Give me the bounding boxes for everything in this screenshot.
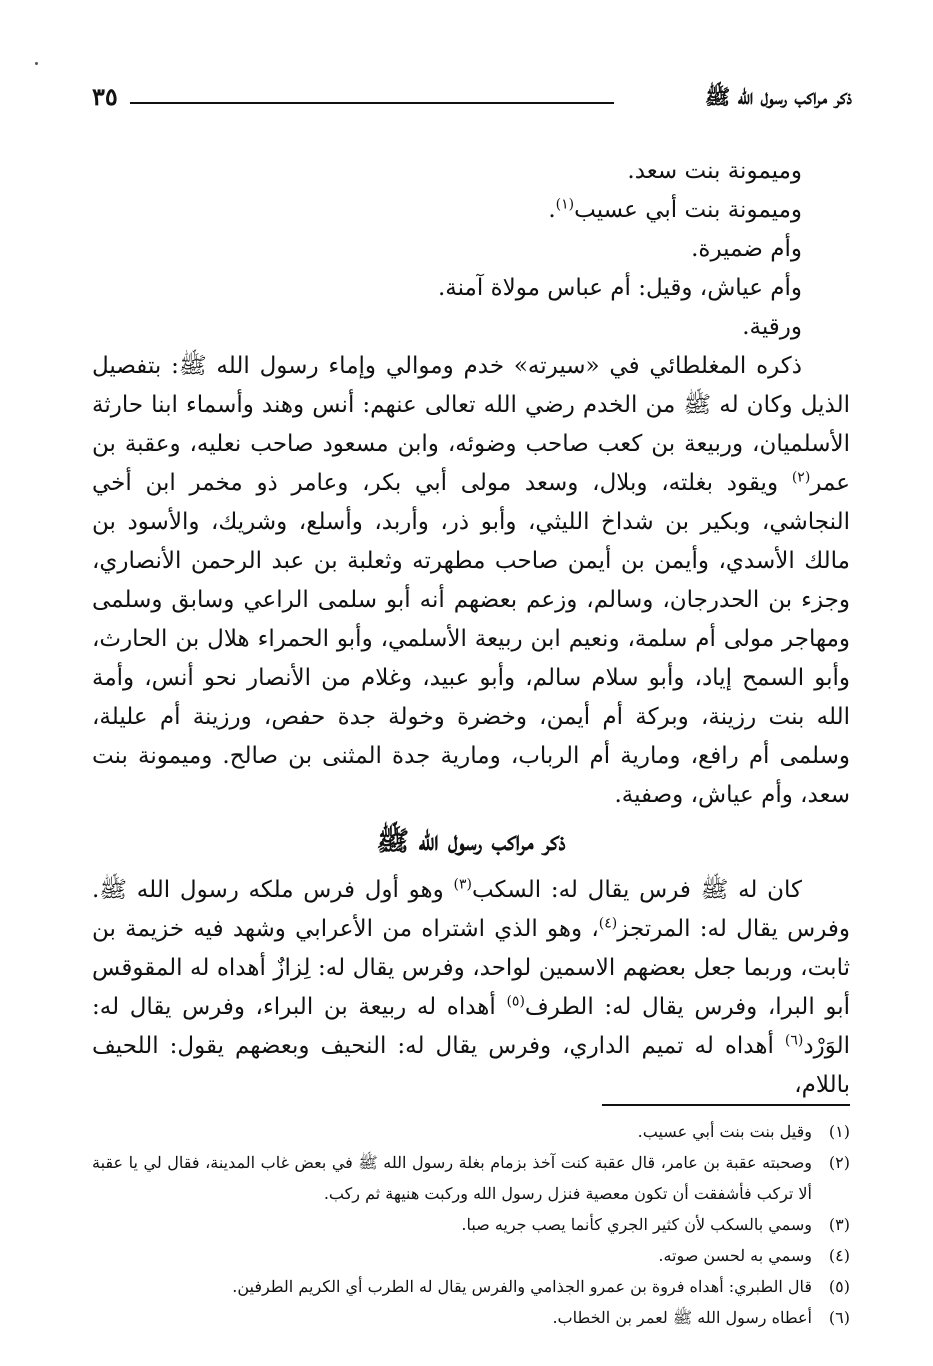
running-header (92, 82, 852, 116)
horses-text-seg1: كان له ﷺ فرس يقال له: السكب (471, 877, 802, 903)
footnote (92, 1302, 850, 1333)
footnote (92, 1147, 850, 1209)
footnote-number: (١) (828, 1122, 850, 1141)
footnote (92, 1116, 850, 1147)
horses-text-seg4: أهداه له ربيعة بن البراء، وفرس يقال له: الوَرْد (92, 994, 850, 1059)
horses-paragraph (92, 871, 850, 1105)
text-line-body: وميمونة بنت أبي عسيب (574, 197, 802, 223)
footnote-number: (٤) (828, 1246, 850, 1265)
footnote-ref-6[interactable]: (٦) (784, 1032, 804, 1049)
footnotes (92, 1116, 850, 1333)
footnote-number: (٣) (828, 1215, 850, 1234)
footnote-text: وسمي بالسكب لأن كثير الجري كأنما يصب جريه صبا. (461, 1215, 812, 1234)
text-line: وميمونة بنت سعد. (627, 158, 802, 184)
scan-speck (35, 62, 38, 65)
footnote (92, 1271, 850, 1302)
horses-text-seg2: وهو أول فرس ملكه رسول الله ﷺ. وفرس يقال له: المرتجز (92, 877, 850, 942)
footnote-number: (٢) (828, 1153, 850, 1172)
text-line (92, 191, 850, 230)
text-line-end: . (548, 197, 556, 223)
footnote-ref-4[interactable]: (٤) (598, 915, 618, 932)
footnote-ref-2[interactable]: (٢) (791, 469, 811, 486)
page-number: ٣٥ (92, 82, 118, 111)
footnote (92, 1209, 850, 1240)
footnote-text: وسمي به لحسن صوته. (658, 1246, 812, 1265)
servants-paragraph (92, 347, 850, 815)
footnote-ref-5[interactable]: (٥) (506, 993, 525, 1010)
section-heading: ذكر مراكب رسول الله ﷺ (376, 826, 566, 857)
footnote-separator (602, 1104, 850, 1106)
horses-text-seg5: أهداه له تميم الداري، وفرس يقال له: النحيف وبعضهم يقول: اللحيف باللام، (92, 1033, 850, 1098)
running-header-title: ذكر مراكب رسول الله ﷺ (704, 84, 852, 109)
horses-text-seg3: ، وهو الذي اشتراه من الأعرابي وشهد فيه خزيمة بن ثابت، وربما جعل بعضهم الاسمين لواحد، وفرس يقال له: لِزازٌ أهداه له المقوقس أبو البرا، وفرس يقال له: الطرف (92, 916, 850, 1020)
servants-text-part1: ذكره المغلطائي في «سيرته» خدم وموالي وإماء رسول الله ﷺ: بتفصيل الذيل وكان له ﷺ من الخدم رضي الله تعالى عنهم: أنس وهند وأسماء ابنا حارثة الأسلميان، وربيعة بن كعب صاحب وضوئه، وابن مسعود صاحب نعليه، وعقبة بن عمر (92, 353, 850, 496)
text-line: وأم عياش، وقيل: أم عباس مولاة آمنة. (437, 275, 802, 301)
main-text (92, 152, 850, 1105)
footnote-text: وقيل بنت بنت أبي عسيب. (637, 1122, 812, 1141)
footnote-text: أعطاه رسول الله ﷺ لعمر بن الخطاب. (552, 1308, 812, 1327)
footnote-number: (٥) (828, 1277, 850, 1296)
text-line: وأم ضميرة. (691, 236, 802, 262)
servants-text-part2: ويقود بغلته، وبلال، وسعد مولى أبي بكر، وعامر ذو مخمر ابن أخي النجاشي، وبكير بن شداخ الليثي، وأبو ذر، وأربد، وأسلع، وشريك، والأسود بن مالك الأسدي، وأيمن بن أيمن صاحب مطهرته وثعلبة بن عبد الرحمن الأنصاري، وجزء بن الحدرجان، وسالم، وزعم بعضهم أنه أبو سلمى الراعي وسابق وسلمى ومهاجر مولى أم سلمة، ونعيم ابن ربيعة الأسلمي، وأبو الحمراء هلال بن الحارث، وأبو السمح إياد، وأبو سلام سالم، وأبو عبيد، وغلام من الأنصار نحو أنس، وأمة الله بنت رزينة، وبركة أم أيمن، وخضرة وخولة جدة حفص، ورزينة أم عليلة، وسلمى أم رافع، ومارية أم الرباب، ومارية جدة المثنى بن صالح. وميمونة بنت سعد، وأم عياش، وصفية. (92, 470, 850, 808)
text-line: ورقية. (742, 314, 802, 340)
footnote-text: وصحبته عقبة بن عامر، قال عقبة كنت آخذ بزمام بغلة رسول الله ﷺ في بعض غاب المدينة، فقال لي يا عقبة ألا تركب فأشفقت أن تكون معصية فنزل رسول الله وركبت هنيهة ثم ركب. (92, 1153, 813, 1203)
footnote-ref-1[interactable]: (١) (555, 196, 575, 213)
footnote-number: (٦) (828, 1308, 850, 1327)
header-rule (130, 102, 614, 104)
footnote-text: قال الطبري: أهداه فروة بن عمرو الجذامي والفرس يقال له الطرب أي الكريم الطرفين. (232, 1277, 812, 1296)
footnote-ref-3[interactable]: (٣) (453, 876, 472, 893)
footnote (92, 1240, 850, 1271)
